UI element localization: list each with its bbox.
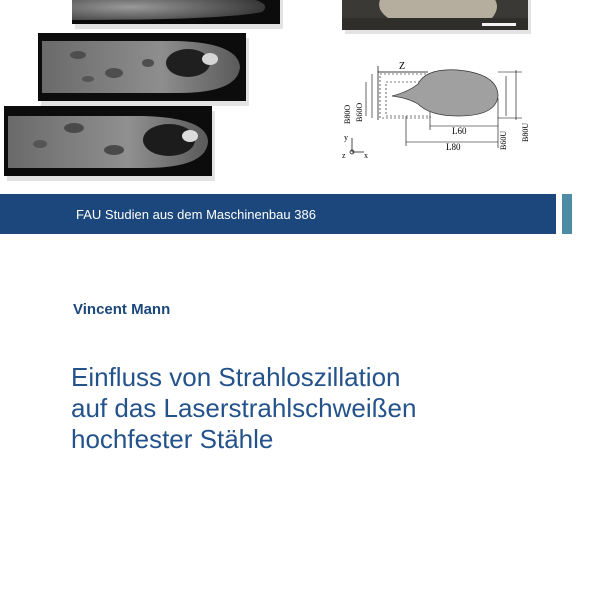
label-b60o: B60O xyxy=(355,102,364,122)
weld-micrograph xyxy=(342,0,528,30)
title-line-3: hochfester Stähle xyxy=(71,424,274,454)
title-line-1: Einfluss von Strahloszillation xyxy=(71,362,401,392)
axis-y: y xyxy=(344,133,348,142)
label-l60: L60 xyxy=(452,126,467,136)
axis-x: x xyxy=(364,151,368,160)
keyhole-diagram xyxy=(338,58,534,164)
title-line-2: auf das Laserstrahlschweißen xyxy=(71,393,417,423)
label-b80o: B80O xyxy=(343,104,352,124)
author-name: Vincent Mann xyxy=(73,301,171,318)
label-b80u: B80U xyxy=(521,122,530,142)
book-title xyxy=(71,362,551,455)
thermal-image-bottom xyxy=(4,106,212,176)
thermal-image-middle xyxy=(38,33,246,101)
series-band xyxy=(0,194,556,234)
label-l80: L80 xyxy=(446,142,461,152)
label-z: Z xyxy=(399,61,406,72)
label-b60u: B60U xyxy=(499,130,508,150)
thermal-image-top xyxy=(72,0,280,24)
axis-z: z xyxy=(342,151,346,160)
series-title: FAU Studien aus dem Maschinenbau 386 xyxy=(76,206,316,222)
accent-bar xyxy=(562,194,572,234)
